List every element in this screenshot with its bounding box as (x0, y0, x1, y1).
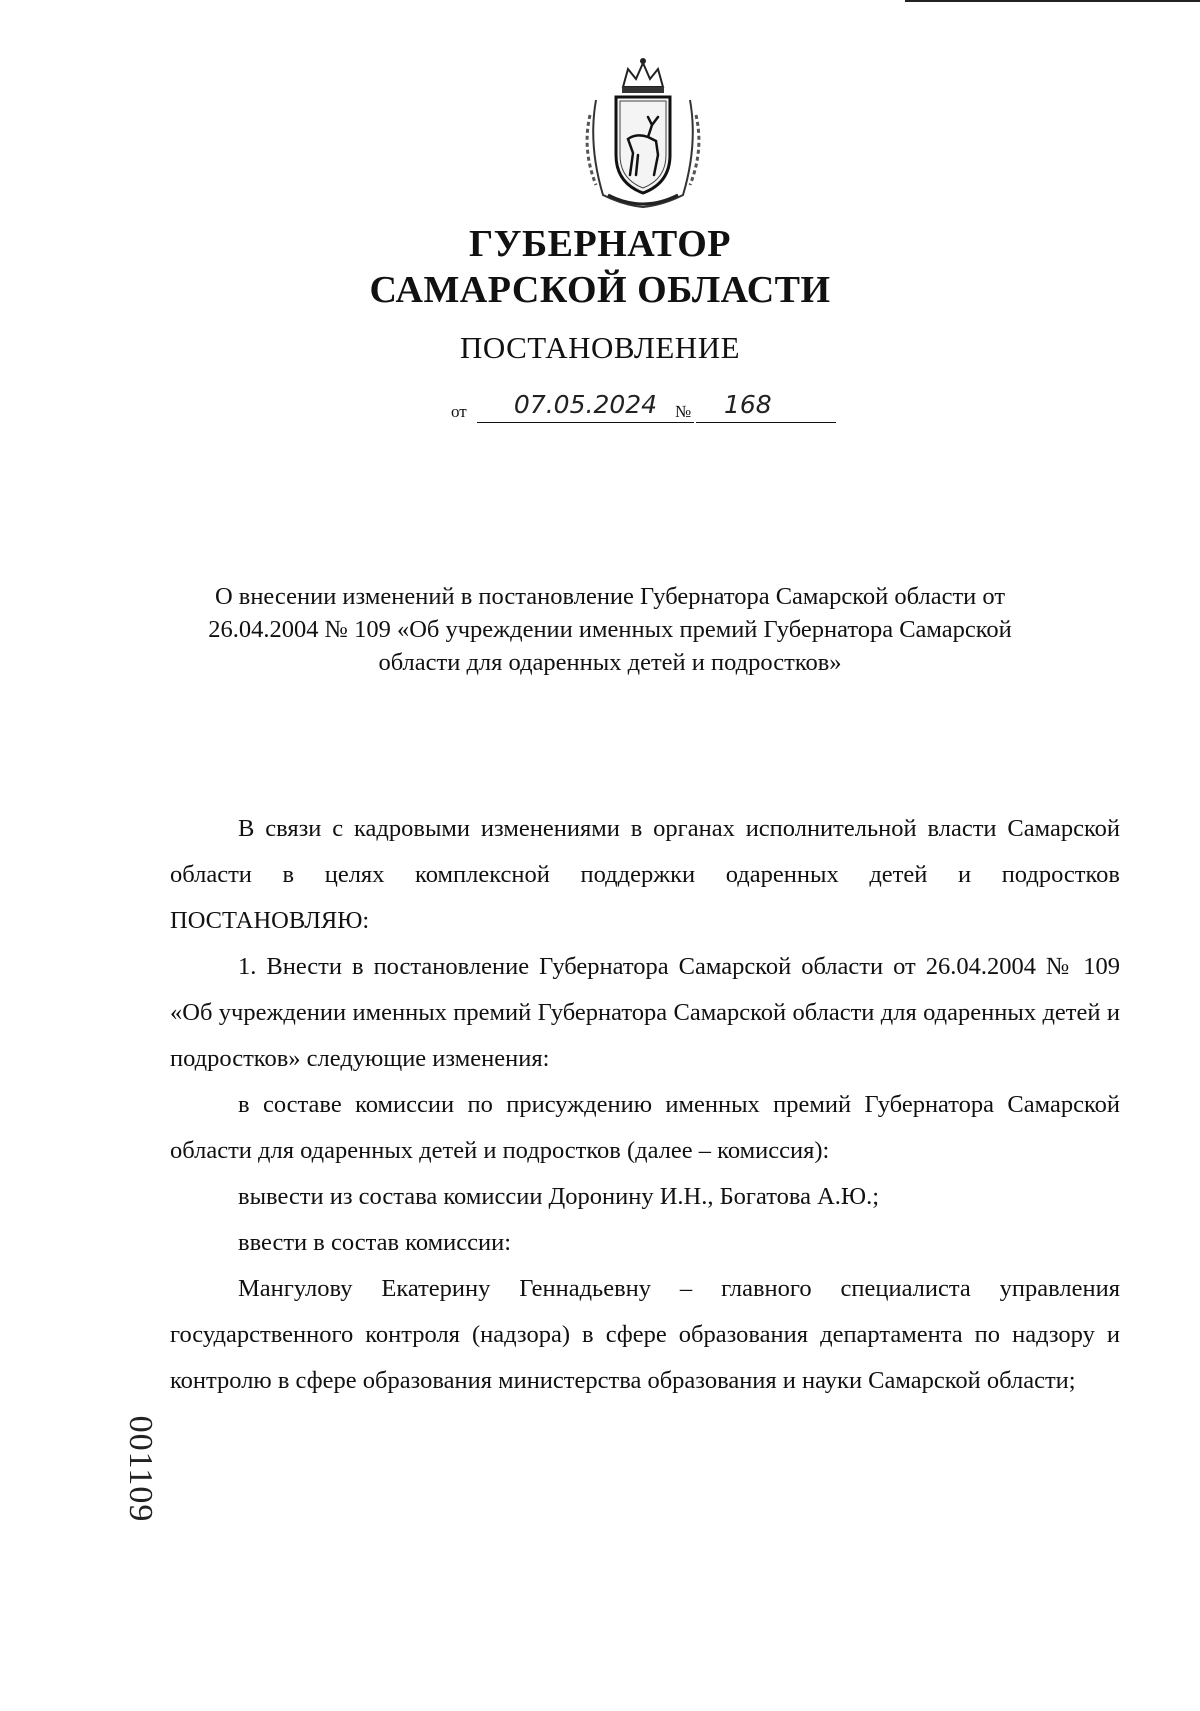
document-type: ПОСТАНОВЛЕНИЕ (459, 330, 741, 365)
number-sign: № (675, 402, 692, 421)
body-paragraph-2: 1. Внести в постановление Губернатора Самарской области от 26.04.2004 № 109 «Об учреждении именных премий Губернатора Самарской области для одаренных детей и подростков» следующие изменения: (170, 953, 1120, 1072)
document-date: 07.05.2024 (513, 390, 658, 419)
side-serial-stamp: 001109 (122, 1415, 159, 1523)
body-paragraph-3: в составе комиссии по присуждению именных премий Губернатора Самарской области для одаренных детей и подростков (далее – комиссия): (170, 1091, 1120, 1164)
document-subject: О внесении изменений в постановление Губернатора Самарской области от 26.04.2004 № 109 «Об учреждении именных премий Губернатора Самарской области для одаренных детей и подростков» (208, 583, 1012, 676)
body-paragraph-4: вывести из состава комиссии Доронину И.Н., Богатова А.Ю.; (238, 1183, 880, 1210)
issuer-title: ГУБЕРНАТОР (468, 223, 732, 265)
document-body (170, 806, 1120, 1404)
date-prefix: от (451, 402, 467, 421)
number-field (696, 390, 836, 423)
coat-of-arms-icon (578, 55, 708, 210)
body-paragraph-6: Мангулову Екатерину Геннадьевну – главного специалиста управления государственного контроля (надзора) в сфере образования департамента по надзору и контролю в сфере образования министерства образования и науки Самарской области; (170, 1275, 1120, 1394)
body-paragraph-5: ввести в состав комиссии: (238, 1229, 512, 1256)
document-number-line (451, 390, 841, 430)
body-paragraph-1: В связи с кадровыми изменениями в органах исполнительной власти Самарской области в целях комплексной поддержки одаренных детей и подростков ПОСТАНОВЛЯЮ: (170, 815, 1120, 934)
document-number: 168 (724, 390, 772, 419)
top-border-line (905, 0, 1200, 2)
issuer-region: САМАРСКОЙ ОБЛАСТИ (369, 269, 831, 311)
date-field (477, 390, 694, 423)
